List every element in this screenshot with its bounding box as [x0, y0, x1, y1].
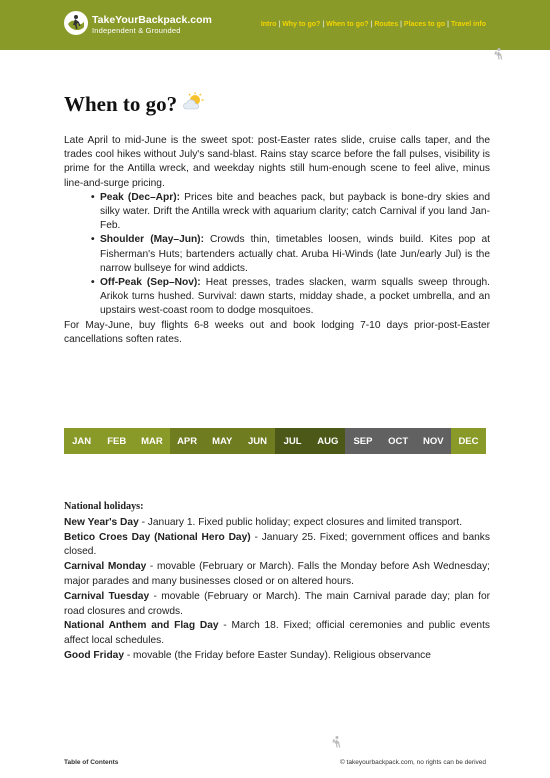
holiday-text: - March 18. Fixed; official ceremonies and public events affect local schedules. — [64, 620, 490, 647]
page-title: When to go? — [64, 92, 178, 116]
nav-when-to-go[interactable]: When to go? — [326, 21, 369, 28]
month-may: MAY — [205, 428, 240, 454]
holiday-text: - movable (February or March). Falls the Monday before Ash Wednesday; major parades and many businesses closed or on altered hours. — [64, 561, 490, 587]
holiday-name: Carnival Monday — [64, 561, 147, 573]
top-nav — [261, 21, 486, 28]
nav-separator: | — [278, 21, 281, 28]
booking-tip: For May-June, buy flights 6-8 weeks out and book lodging 7-10 days prior-post-Easter cancellations soften rates. — [64, 319, 490, 345]
nav-why-to-go[interactable]: Why to go? — [282, 21, 321, 28]
holiday-item — [64, 619, 490, 649]
national-holidays — [64, 500, 490, 664]
month-feb: FEB — [99, 428, 134, 454]
hiker-icon — [492, 47, 506, 61]
month-apr: APR — [170, 428, 205, 454]
month-sep: SEP — [345, 428, 380, 454]
month-jul: JUL — [275, 428, 310, 454]
month-aug: AUG — [310, 428, 345, 454]
list-item — [100, 276, 490, 319]
table-of-contents-link[interactable]: Table of Contents — [64, 759, 119, 766]
nav-travel-info[interactable]: Travel info — [450, 21, 486, 28]
month-nov: NOV — [416, 428, 451, 454]
nav-separator: | — [370, 21, 373, 28]
month-mar: MAR — [134, 428, 169, 454]
holiday-name: Betico Croes Day (National Hero Day) — [64, 531, 251, 543]
season-label: Off-Peak (Sep–Nov): — [100, 277, 201, 289]
nav-separator: | — [400, 21, 402, 28]
holiday-item — [64, 649, 490, 664]
when-to-go-body — [64, 134, 490, 347]
season-text: Crowds thin, timetables loosen, winds build. Kites pop at Fisherman's Huts; bartenders actually chat. Aruba Hi-Winds (late Jun/early Jul) is the narrow bullseye for wind addicts. — [100, 234, 490, 274]
holiday-name: National Anthem and Flag Day — [64, 620, 219, 632]
holidays-title: National holidays: — [64, 501, 144, 512]
season-text: Heat presses, trades slacken, warm squalls sweep through. Arikok turns hushed. Survival: dawn starts, midday shade, a pocket umbrella, and an upstairs west-coast room to dodge mosquitoes. — [100, 277, 490, 317]
season-text: Prices bite and beaches pack, but payback is bone-dry skies and silky water. Drift the Antilla wreck with aquarium clarity; catch Carnival if you land Jan-Feb. — [100, 191, 491, 232]
brand-name: TakeYourBackpack.com — [92, 14, 212, 26]
globe-hiker-icon — [64, 11, 88, 35]
holiday-name: Carnival Tuesday — [64, 590, 150, 602]
top-header-bar — [0, 0, 550, 50]
nav-intro[interactable]: Intro — [260, 21, 277, 28]
season-label: Shoulder (May–Jun): — [100, 234, 204, 246]
hiker-icon — [330, 735, 344, 749]
holiday-item — [64, 531, 490, 561]
holiday-text: - movable (the Friday before Easter Sunday). Religious observance — [124, 649, 431, 661]
month-season-bar — [64, 428, 486, 454]
month-oct: OCT — [381, 428, 416, 454]
holiday-item — [64, 516, 490, 531]
holiday-item — [64, 560, 490, 590]
holiday-item — [64, 590, 490, 620]
list-item — [100, 233, 490, 276]
nav-places-to-go[interactable]: Places to go — [403, 21, 446, 28]
holiday-text: - January 25. Fixed; government offices and banks closed. — [64, 531, 490, 558]
intro-paragraph: Late April to mid-June is the sweet spot: post-Easter rates slide, cruise calls taper, and the trades cool hikes without July's sand-blast. Rains stay scarce before the fall pulses, visibility is prime for the Antilla wreck, and weekday nights still hum-enough scene to feel alive, minus line-and-surge pricing. — [64, 135, 490, 189]
month-jun: JUN — [240, 428, 275, 454]
nav-separator: | — [322, 21, 325, 28]
sun-cloud-icon — [183, 92, 205, 112]
month-dec: DEC — [451, 428, 486, 454]
list-item — [100, 191, 490, 234]
nav-routes[interactable]: Routes — [374, 21, 399, 28]
holiday-name: New Year's Day — [64, 516, 139, 528]
holiday-text: - movable (February or March). The main Carnival parade day; plan for road closures and crowds. — [64, 590, 490, 617]
holiday-name: Good Friday — [64, 649, 124, 661]
seasons-list — [100, 191, 490, 319]
month-jan: JAN — [64, 428, 99, 454]
holiday-text: - January 1. Fixed public holiday; expect closures and limited transport. — [138, 516, 463, 528]
nav-separator: | — [447, 21, 449, 28]
brand-tagline: Independent & Grounded — [92, 26, 181, 35]
season-label: Peak (Dec–Apr): — [100, 191, 181, 203]
copyright-notice: © takeyourbackpack.com, no rights can be derived — [339, 759, 486, 766]
logo[interactable] — [64, 11, 88, 35]
